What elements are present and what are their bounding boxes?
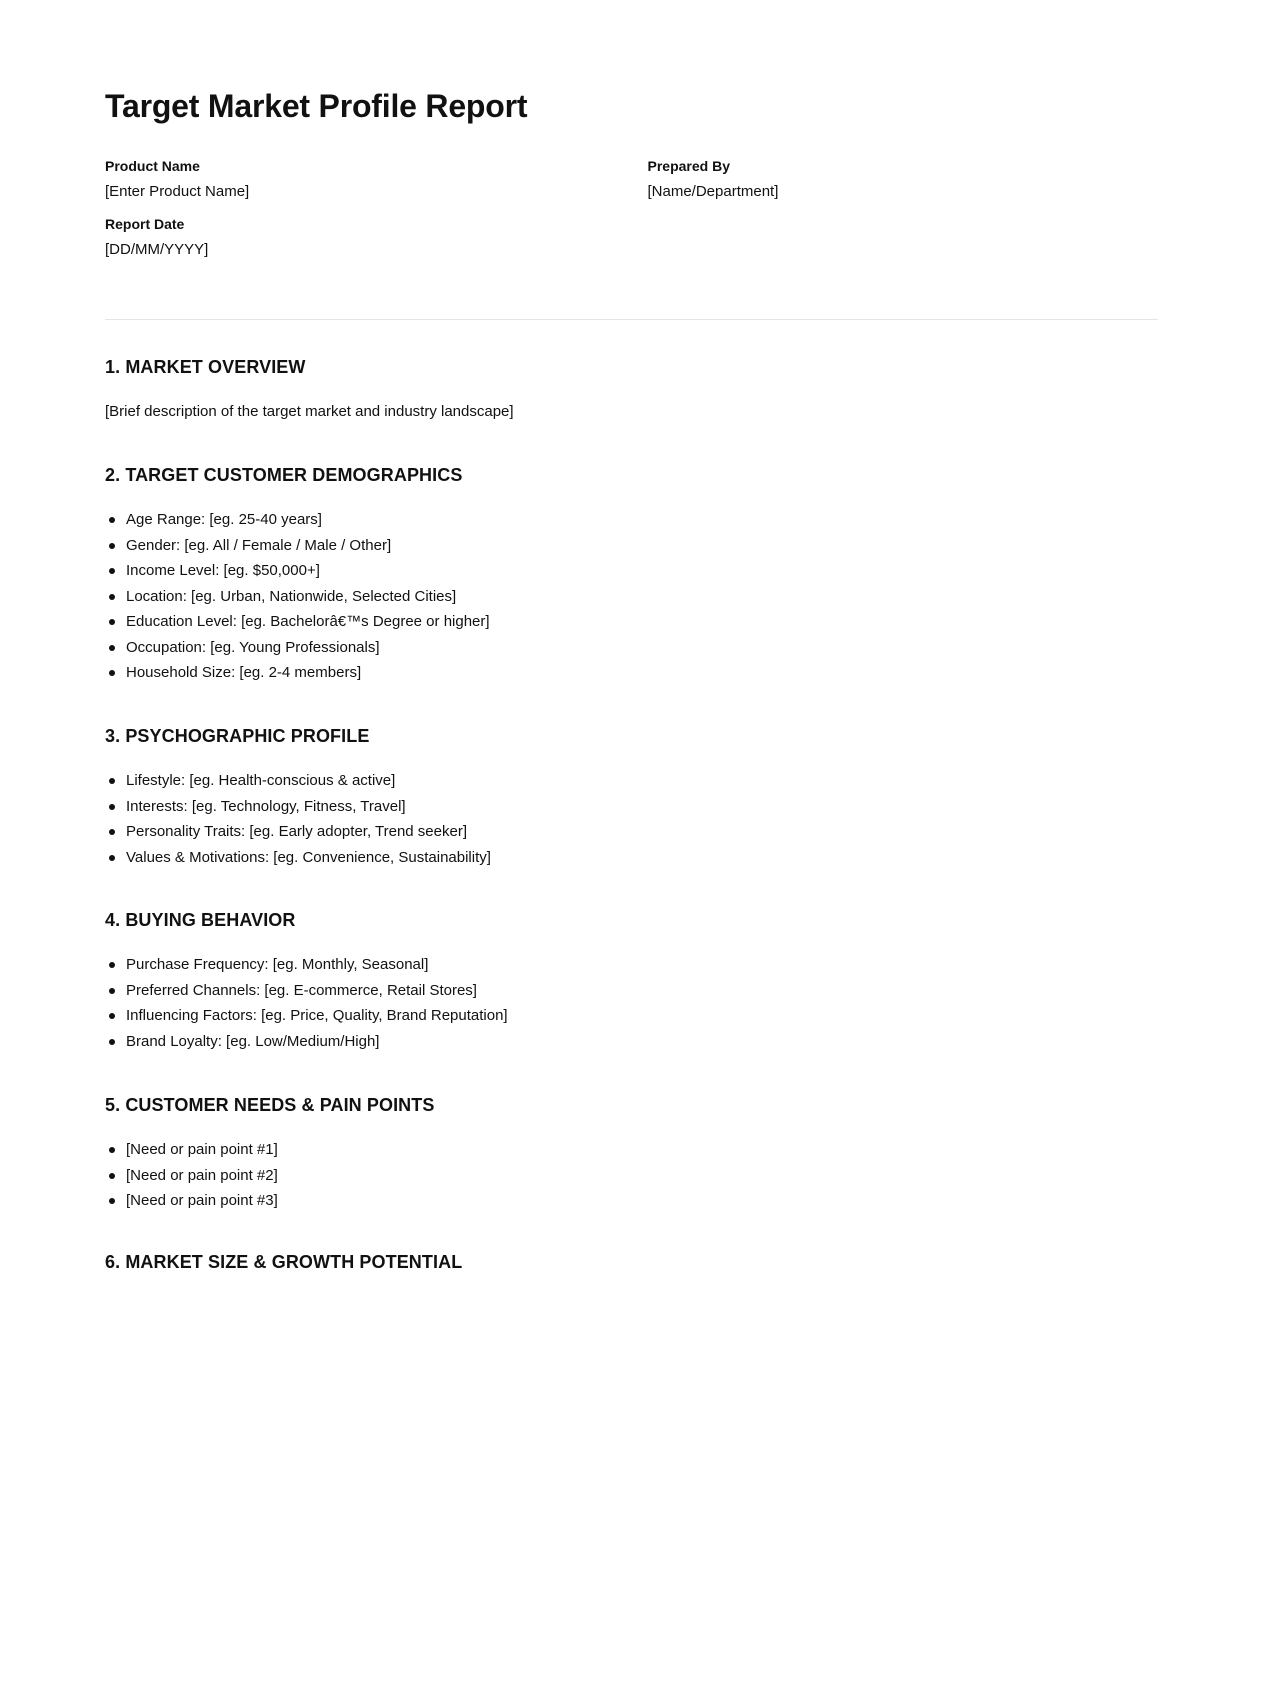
list-item xyxy=(105,794,1158,820)
bullet-icon xyxy=(109,543,115,549)
section-buying-behavior xyxy=(105,908,1158,1054)
product-name-label: Product Name xyxy=(105,158,200,174)
list-item xyxy=(105,1163,1158,1189)
demographics-list xyxy=(105,507,1158,686)
pain-points-list xyxy=(105,1137,1158,1214)
bullet-icon xyxy=(109,1039,115,1045)
meta-prepared-by xyxy=(648,156,1159,202)
list-item xyxy=(105,558,1158,584)
bullet-icon xyxy=(109,1147,115,1153)
list-item-text: Occupation: [eg. Young Professionals] xyxy=(126,638,380,656)
bullet-icon xyxy=(109,962,115,968)
report-date-value: [DD/MM/YYYY] xyxy=(105,241,209,258)
section-heading: 5. CUSTOMER NEEDS & PAIN POINTS xyxy=(105,1095,435,1115)
section-psychographic-profile xyxy=(105,724,1158,870)
section-heading: 1. MARKET OVERVIEW xyxy=(105,357,306,377)
list-item-text: Preferred Channels: [eg. E-commerce, Retail Stores] xyxy=(126,981,477,999)
bullet-icon xyxy=(109,619,115,625)
list-item xyxy=(105,660,1158,686)
bullet-icon xyxy=(109,517,115,523)
prepared-by-value: [Name/Department] xyxy=(647,183,779,200)
list-item-text: Brand Loyalty: [eg. Low/Medium/High] xyxy=(126,1032,380,1050)
list-item xyxy=(105,845,1158,871)
list-item xyxy=(105,533,1158,559)
prepared-by-label: Prepared By xyxy=(647,158,730,174)
list-item-text: Purchase Frequency: [eg. Monthly, Seasonal] xyxy=(126,956,429,973)
list-item xyxy=(105,1188,1158,1214)
bullet-icon xyxy=(109,594,115,600)
section-market-size xyxy=(105,1250,1158,1274)
section-heading: 4. BUYING BEHAVIOR xyxy=(105,910,296,930)
section-heading: 6. MARKET SIZE & GROWTH POTENTIAL xyxy=(105,1252,463,1272)
bullet-icon xyxy=(109,568,115,574)
bullet-icon xyxy=(109,778,115,784)
bullet-icon xyxy=(109,804,115,810)
list-item xyxy=(105,584,1158,610)
section-market-overview xyxy=(105,355,1158,424)
bullet-icon xyxy=(109,645,115,651)
list-item xyxy=(105,952,1158,978)
list-item-text: Interests: [eg. Technology, Fitness, Travel] xyxy=(126,797,406,815)
report-date-label: Report Date xyxy=(105,216,185,232)
list-item xyxy=(105,507,1158,533)
psychographic-list xyxy=(105,768,1158,870)
list-item-text: Values & Motivations: [eg. Convenience, Sustainability] xyxy=(126,848,491,866)
document-title: Target Market Profile Report xyxy=(105,88,528,124)
list-item xyxy=(105,819,1158,845)
meta-report-date xyxy=(105,214,616,260)
section-text: [Brief description of the target market and industry landscape] xyxy=(105,403,514,420)
bullet-icon xyxy=(109,1013,115,1019)
report-meta xyxy=(105,156,1158,260)
bullet-icon xyxy=(109,988,115,994)
section-heading: 3. PSYCHOGRAPHIC PROFILE xyxy=(105,726,370,746)
list-item xyxy=(105,635,1158,661)
list-item xyxy=(105,1137,1158,1163)
list-item-text: Household Size: [eg. 2-4 members] xyxy=(126,664,362,681)
list-item xyxy=(105,978,1158,1004)
list-item-text: Gender: [eg. All / Female / Male / Other] xyxy=(126,536,392,554)
bullet-icon xyxy=(109,855,115,861)
list-item-text: [Need or pain point #3] xyxy=(126,1192,278,1209)
list-item-text: Lifestyle: [eg. Health-conscious & active] xyxy=(126,772,396,789)
section-heading: 2. TARGET CUSTOMER DEMOGRAPHICS xyxy=(105,465,463,485)
buying-behavior-list xyxy=(105,952,1158,1054)
product-name-value: [Enter Product Name] xyxy=(105,183,250,200)
list-item-text: [Need or pain point #2] xyxy=(126,1166,278,1184)
bullet-icon xyxy=(109,1173,115,1179)
list-item-text: Location: [eg. Urban, Nationwide, Selected Cities] xyxy=(126,587,457,605)
section-demographics xyxy=(105,463,1158,686)
list-item-text: [Need or pain point #1] xyxy=(126,1141,278,1158)
list-item-text: Income Level: [eg. $50,000+] xyxy=(126,562,320,579)
list-item xyxy=(105,768,1158,794)
list-item xyxy=(105,609,1158,635)
bullet-icon xyxy=(109,670,115,676)
header-divider xyxy=(105,319,1158,320)
list-item xyxy=(105,1003,1158,1029)
bullet-icon xyxy=(109,1198,115,1204)
bullet-icon xyxy=(109,829,115,835)
list-item-text: Influencing Factors: [eg. Price, Quality, Brand Reputation] xyxy=(126,1007,508,1024)
list-item xyxy=(105,1029,1158,1055)
meta-product-name xyxy=(105,156,616,202)
list-item-text: Education Level: [eg. Bachelorâ€™s Degree or higher] xyxy=(126,613,490,630)
section-customer-needs xyxy=(105,1093,1158,1214)
list-item-text: Personality Traits: [eg. Early adopter, Trend seeker] xyxy=(126,823,468,840)
list-item-text: Age Range: [eg. 25-40 years] xyxy=(126,511,322,528)
